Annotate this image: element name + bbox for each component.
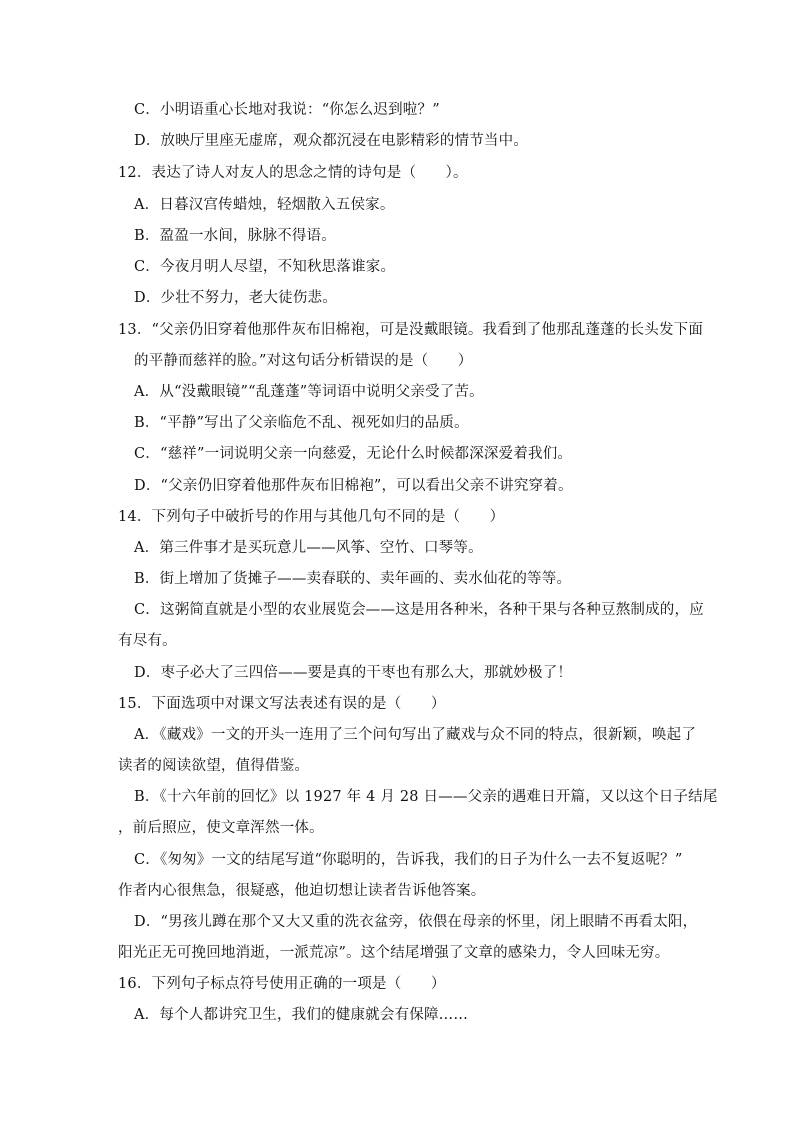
option-16a: A．每个人都讲究卫生，我们的健康就会有保障…… [134, 1007, 469, 1023]
option-15d: D．“男孩儿蹲在那个又大又重的洗衣盆旁，依偎在母亲的怀里，闭上眼睛不再看太阳， [134, 914, 698, 930]
option-15d-cont: 阳光正无可挽回地消逝，一派荒凉”。这个结尾增强了文章的感染力，令人回味无穷。 [118, 945, 670, 961]
option-14a: A．第三件事才是买玩意儿——风筝、空竹、口琴等。 [134, 540, 483, 556]
option-15b-cont: ，前后照应，使文章浑然一体。 [118, 820, 324, 836]
question-13-cont: 的平静而慈祥的脸。”对这句话分析错误的是（ ） [134, 353, 473, 369]
option-14c-cont: 有尽有。 [118, 633, 177, 649]
option-13c: C．“慈祥”一词说明父亲一向慈爱，无论什么时候都深深爱着我们。 [134, 446, 573, 462]
question-13: 13．“父亲仍旧穿着他那件灰布旧棉袍，可是没戴眼镜。我看到了他那乱蓬蓬的长头发下面 [118, 322, 704, 338]
option-11d: D．放映厅里座无虚席，观众都沉浸在电影精彩的情节当中。 [134, 133, 529, 149]
question-12: 12．表达了诗人对友人的思念之情的诗句是（ ）。 [118, 165, 468, 181]
option-11c: C．小明语重心长地对我说：“你怎么迟到啦？” [134, 102, 440, 118]
option-14d: D．枣子必大了三四倍——要是真的干枣也有那么大，那就妙极了！ [134, 665, 573, 681]
option-13d: D．“父亲仍旧穿着他那件灰布旧棉袍”，可以看出父亲不讲究穿着。 [134, 478, 573, 494]
option-13b: B．“平静”写出了父亲临危不乱、视死如归的品质。 [134, 415, 469, 431]
option-15a-cont: 读者的阅读欲望，值得借鉴。 [118, 758, 310, 774]
option-15a: A．《藏戏》一文的开头一连用了三个问句写出了藏戏与众不同的特点，很新颖，唤起了 [134, 727, 697, 743]
option-12b: B．盈盈一水间，脉脉不得语。 [134, 228, 336, 244]
option-15b: B．《十六年前的回忆》以 1927 年 4 月 28 日——父亲的遇难日开篇，又以这个日子结尾 [134, 789, 718, 805]
option-14c: C．这粥简直就是小型的农业展览会——这是用各种米，各种干果与各种豆熬制成的，应 [134, 602, 704, 618]
question-15: 15．下面选项中对课文写法表述有误的是（ ） [118, 696, 446, 712]
option-12a: A．日暮汉宫传蜡烛，轻烟散入五侯家。 [134, 197, 395, 213]
option-14b: B．街上增加了货摊子——卖春联的、卖年画的、卖水仙花的等等。 [134, 571, 572, 587]
option-15c-cont: 作者内心很焦急，很疑惑，他迫切想让读者告诉他答案。 [118, 883, 486, 899]
option-12c: C．今夜月明人尽望，不知秋思落谁家。 [134, 259, 396, 275]
option-13a: A．从“没戴眼镜”“乱蓬蓬”等词语中说明父亲受了苦。 [134, 384, 484, 400]
option-12d: D．少壮不努力，老大徒伤悲。 [134, 290, 337, 306]
question-16: 16．下列句子标点符号使用正确的一项是（ ） [118, 976, 446, 992]
question-14: 14．下列句子中破折号的作用与其他几句不同的是（ ） [118, 509, 505, 525]
option-15c: C．《匆匆》一文的结尾写道“你聪明的，告诉我，我们的日子为什么一去不复返呢？” [134, 852, 683, 868]
